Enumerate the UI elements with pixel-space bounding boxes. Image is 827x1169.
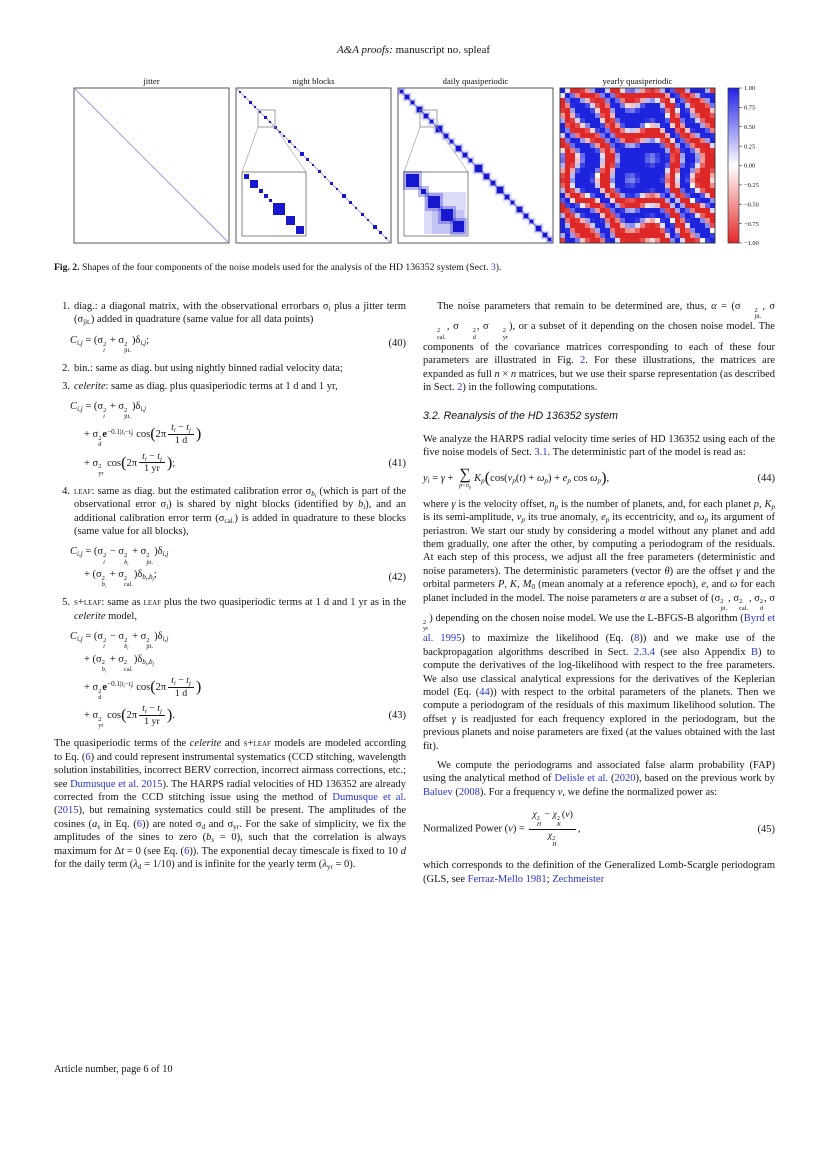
equation-formula: + σ 2 yr cos(2π $\frac{t_i - t_j}{1 yr}$ ).	[84, 703, 175, 729]
reference-link[interactable]: 2	[579, 355, 586, 367]
list-item-diag	[54, 300, 406, 327]
equation-formula: $y_i = \gamma$ + ∑ $p<n_p$ $K_p(\cos(v_p(t) + \omega_p) + e_p$ $\cos \omega_p$),	[423, 465, 610, 490]
reference-link[interactable]: 6	[184, 845, 190, 857]
equation-42	[70, 545, 406, 588]
equation-41	[70, 400, 406, 477]
paragraph-we-compute: We compute the periodograms and associated false alarm probability (FAP) using the analytical method of Delisle et al. (2020), based on the previous work by Baluev (2008). For a frequency ν, we define the normalized power as:	[423, 760, 775, 798]
equation-45	[423, 809, 775, 849]
paragraph-we-analyze: We analyze the HARPS radial velocity time series of HD 136352 using each of the five noise models of Sect. 3.1. The deterministic part of the model is read as:	[423, 433, 775, 459]
equation-formula: $C_{i,j} = (\sigma$ 2 i − σ 2 $b_i$ + σ 2 jit. )$\delta_{i,j}$	[70, 631, 169, 651]
list-item-bin	[54, 362, 406, 375]
colorbar-tick-label: 0.75	[744, 104, 756, 112]
reference-link[interactable]: 3.1	[534, 447, 548, 459]
reference-link[interactable]: Ferraz-Mello 1981	[467, 873, 547, 885]
panel-title: yearly quasiperiodic	[602, 76, 673, 86]
equation-formula: $C_{i,j} = (\sigma$ 2 i + σ 2 jit. )$\delta_{i,j}$;	[70, 334, 150, 354]
equation-40	[70, 334, 406, 354]
colorbar-tick-label: 0.00	[744, 162, 756, 170]
section-heading-3-2: 3.2. Reanalysis of the HD 136352 system	[423, 410, 618, 423]
list-number: 5.	[62, 597, 70, 609]
panel-title: daily quasiperiodic	[442, 76, 509, 86]
equation-formula: + σ 2 d $e^{-0.1|t_i-t_j|}$ cos(2π $\frac{t_i - t_j}{1 d}$ )	[84, 422, 202, 449]
list-item-leaf	[54, 485, 406, 539]
panel-title: night blocks	[292, 76, 335, 86]
panel-title: jitter	[143, 76, 160, 86]
figure-svg	[72, 76, 777, 254]
reference-link[interactable]: 2020	[614, 773, 636, 785]
reference-link[interactable]: Zechmeister	[552, 873, 605, 885]
colorbar-tick-label: 0.50	[744, 123, 756, 131]
page-footer: Article number, page 6 of 10	[54, 1064, 173, 1075]
equation-43	[70, 630, 406, 729]
reference-link[interactable]: 2008	[458, 786, 480, 798]
colorbar-tick-label: 1.00	[744, 85, 756, 93]
equation-number: (40)	[388, 338, 406, 350]
list-item-s-leaf	[54, 596, 406, 623]
reference-link[interactable]: 2015	[57, 805, 79, 817]
equation-formula: + σ 2 yr cos(2π $\frac{t_i - t_j}{1 yr}$ );	[84, 450, 176, 477]
list-number: 2.	[62, 363, 70, 375]
equation-number: (43)	[388, 710, 406, 722]
figure-2-caption: Fig. 2. Shapes of the four components of the noise models used for the analysis of the HD 136352 system (Sect. 3).	[54, 262, 502, 273]
equation-number: (42)	[388, 572, 406, 584]
equation-formula: + (σ 2 $b_i$ + σ 2 cal. )$\delta_{b_i,b_j}$	[84, 653, 154, 673]
colorbar-tick-label: −0.75	[744, 220, 759, 228]
colorbar-tick-label: −0.50	[744, 201, 759, 209]
equation-formula: Normalized Power (ν) = χ 2 H − χ 2 K (ν) χ 2 H ,	[423, 809, 581, 849]
paragraph-quasiperiodic-terms: The quasiperiodic terms of the celerite and s+leaf models are modeled according to Eq. (6) and could represent instrumental systematics (CCD stitching, wavelength solution instabilities, incorrect BERV correction, incorrect airmass corrections, etc.; see Dumusque et al. 2015). The HARPS radial velocities of HD 136352 are already corrected from the CCD stitching issue using the method of Dumusque et al. (2015), but remaining systematics could still be present. The amplitudes of the cosines ($a_s$ in Eq. (6)) are noted $\sigma_d$ and $\sigma_{yr}$. For the sake of simplicity, we fix the amplitudes of the sines to zero $(b_s = 0)$, such that the correlation is always maximum for Δt = 0 (see Eq. (6)). The exponential decay timescale is fixed to 10 d for the daily term $(\lambda_d = 1/10)$ and is infinite for the yearly term $(\lambda_{yr} = 0)$.	[54, 738, 407, 872]
reference-link[interactable]: 6	[136, 818, 143, 830]
equation-formula: + (σ 2 $b_i$ + σ 2 cal. )$\delta_{b_i,b_j}$;	[84, 568, 157, 589]
colorbar-tick-label: −0.25	[744, 182, 759, 190]
list-item-text: leaf: same as diag. but the estimated calibration error $\sigma_{b_i}$ (which is part of the observational error $\sigma_i$) is shared by night blocks (identified by $b_i$), and an additional calibration error term $(\sigma_{cal.})$ is added in quadrature to these blocks (same value for all blocks),	[74, 485, 406, 538]
list-number: 3.	[62, 380, 70, 392]
reference-link[interactable]: Baluev	[423, 786, 453, 798]
equation-number: (44)	[757, 472, 775, 484]
list-number: 4.	[62, 485, 70, 497]
left-column	[54, 300, 406, 871]
reference-link[interactable]: Dumusque et al.	[332, 791, 406, 803]
reference-link[interactable]: 2	[457, 382, 463, 394]
panel-yearly-quasiperiodic	[560, 88, 715, 243]
list-number: 1.	[62, 301, 70, 312]
reference-link[interactable]: 3	[490, 262, 496, 273]
colorbar-tick-label: 0.25	[744, 143, 756, 151]
reference-link[interactable]: 6	[85, 751, 91, 763]
list-item-text: s+leaf: same as leaf plus the two quasiperiodic terms at 1 d and 1 yr as in the celerite model,	[74, 597, 406, 622]
right-column	[423, 300, 775, 886]
equation-formula: $C_{i,j} = (\sigma$ 2 i + σ 2 jit. )$\delta_{i,j}$	[70, 401, 147, 421]
reference-link[interactable]: Dumusque et al. 2015	[70, 778, 163, 790]
equation-formula: $C_{i,j} = (\sigma$ 2 i − σ 2 $b_i$ + σ 2 jit. )$\delta_{i,j}$	[70, 546, 169, 566]
reference-link[interactable]: 8	[634, 633, 640, 645]
list-item-text: diag.: a diagonal matrix, with the observational errorbars $\sigma_i$ plus a jitter term $(\sigma_{jit.})$ added in quadrature (same value for all data points)	[74, 301, 406, 327]
paragraph-which-corresponds: which corresponds to the definition of the Generalized Lomb-Scargle periodogram (GLS, see Ferraz-Mello 1981; Zechmeister	[423, 860, 775, 885]
reference-link[interactable]: Delisle et al.	[554, 773, 609, 785]
running-header: A&A proofs: manuscript no. spleaf	[336, 44, 491, 56]
reference-link[interactable]: 2.3.4	[633, 646, 655, 658]
list-item-celerite	[54, 380, 406, 393]
list-item-text: bin.: same as diag. but using nightly binned radial velocity data;	[74, 363, 343, 375]
equation-44	[423, 467, 775, 490]
reference-link[interactable]: Byrd et al. 1995	[423, 613, 775, 645]
equation-number: (41)	[388, 458, 406, 470]
colorbar-tick-label: −1.00	[744, 240, 759, 248]
colorbar	[728, 85, 759, 247]
equation-formula: + σ 2 d $e^{-0.1|t_i-t_j|}$ cos(2π $\frac{t_i - t_j}{1 d}$ )	[84, 674, 202, 701]
list-item-text: celerite: same as diag. plus quasiperiodic terms at 1 d and 1 yr,	[74, 380, 338, 392]
reference-link[interactable]: B	[750, 646, 758, 658]
paragraph-where-gamma: where γ is the velocity offset, $n_p$ is the number of planets, and, for each planet p, $K_p$ is its semi-amplitude, $v_p$ its true anomaly, $e_p$ its eccentricity, and $\omega_p$ its argument of periastron. We start our study by considering a model without any planet and add them gradually, one after the other, by computing a periodogram of the residuals. At each step of this process, we adjust all the free parameters (deterministic and noise parameters). The deterministic parameters (vector θ) are the offset γ and the orbital parmeters P, K, $M_0$ (mean anomaly at a reference epoch), e, and ω for each planet included in the model. The noise parameters α are a subset of (σ 2 jit. , σ 2 cal. , σ 2 d , σ 2 yr ) depending on the chosen noise model. We use the L-BFGS-B algorithm (Byrd et al. 1995) to maximize the likelihood (Eq. (8)) and we make use of the backpropagation algorithms described in Sect. 2.3.4 (see also Appendix B) to compute the derivatives of the log-likelihood with respect to the free parameters. We also use classical analytical expressions for the derivatives of the Keplerian model (Eq. (44)) with respect to the orbital parameters of the planets. Then we compute a periodogram of the residuals of this maximum likelihood solution. The offset γ is readjusted for each frequency explored in the periodogram, but the previous planets and noise parameters are fixed (at the values obtained with the last fit).	[423, 498, 776, 752]
reference-link[interactable]: 44	[479, 687, 490, 699]
paragraph-noise-parameters: The noise parameters that remain to be determined are, thus, α = (σ 2 jit. , σ 2 cal. , σ 2 d , σ 2 yr ), or a subset of it depending on the chosen noise model. The components of the covariance matrices corresponding to each of these four parameters are illustrated in Fig. 2. For these illustrations, the matrices are expanded as full n × n matrices, but we use their sparse representation (as described in Sect. 2) in the following computations.	[423, 301, 776, 394]
equation-number: (45)	[757, 823, 775, 835]
figure-2	[72, 76, 777, 254]
